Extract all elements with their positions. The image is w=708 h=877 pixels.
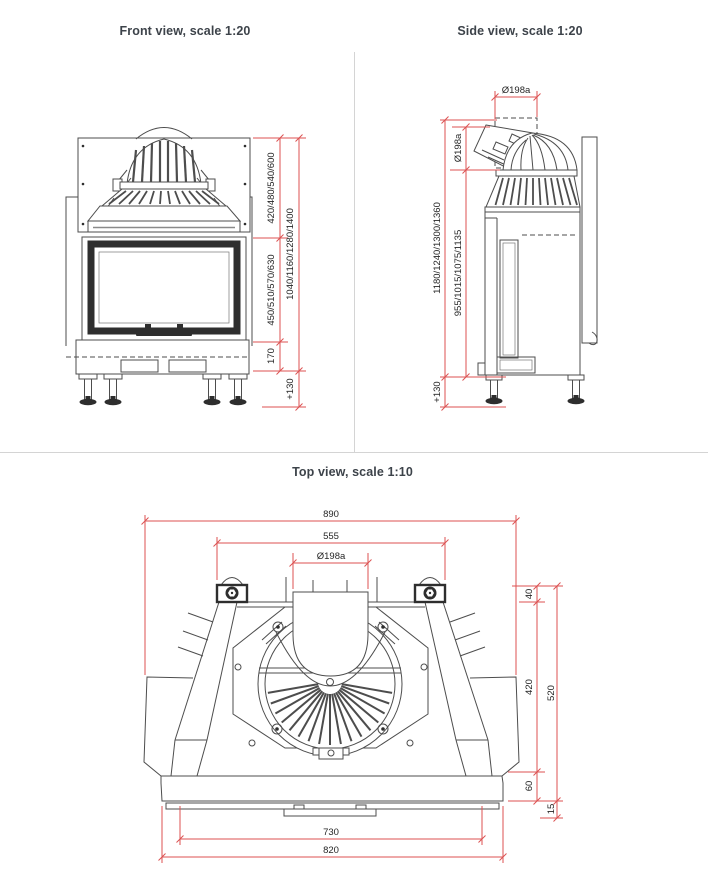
top-front-depth-dimension: 40 xyxy=(524,588,535,600)
front-overall-height-dimension: 1040/1160/1280/1400 xyxy=(285,208,296,300)
top-base-inner-width-dimension: 730 xyxy=(323,827,339,838)
front-view-drawing xyxy=(55,85,315,420)
top-body-depth-dimension: 420 xyxy=(524,679,535,695)
front-leg-adjust-dimension: +130 xyxy=(285,378,296,400)
top-base-lip-dimension: 15 xyxy=(546,803,557,815)
top-base-depth-dimension: 60 xyxy=(524,780,535,792)
front-dimension-annotations xyxy=(253,135,306,411)
side-adjustable-legs xyxy=(486,375,585,404)
top-heat-exchanger xyxy=(233,592,428,759)
side-body xyxy=(478,207,580,375)
top-view-drawing xyxy=(130,495,575,877)
top-base-bar xyxy=(161,776,503,816)
front-adjustable-legs xyxy=(79,374,247,405)
side-flue-diameter-rear-dimension: Ø198a xyxy=(453,133,464,163)
top-overall-width-dimension: 890 xyxy=(323,509,339,520)
front-upper-height-dimension: 420/480/540/600 xyxy=(266,152,277,224)
side-view-drawing xyxy=(425,80,612,420)
top-base-width-dimension: 820 xyxy=(323,845,339,856)
side-view-title: Side view, scale 1:20 xyxy=(457,24,583,38)
side-leg-adjust-dimension: +130 xyxy=(432,381,443,403)
front-base-plinth xyxy=(66,340,249,374)
side-overall-height-dimension: 1180/1240/1300/1360 xyxy=(432,202,443,294)
top-flue-diameter-dimension: Ø198a xyxy=(316,551,346,562)
vertical-divider xyxy=(354,52,355,452)
side-flue-diameter-top-dimension: Ø198a xyxy=(501,85,531,96)
front-view-title: Front view, scale 1:20 xyxy=(119,24,251,38)
top-view-title: Top view, scale 1:10 xyxy=(292,465,413,479)
horizontal-divider xyxy=(0,452,708,453)
top-overall-depth-dimension: 520 xyxy=(546,685,557,701)
front-door-height-dimension: 450/510/570/630 xyxy=(266,254,277,326)
side-rear-panel xyxy=(582,137,597,345)
top-mount-width-dimension: 555 xyxy=(323,531,339,542)
front-canopy xyxy=(88,206,240,232)
side-flue-axis-height-dimension: 955/1015/1075/1135 xyxy=(453,229,464,317)
front-base-height-dimension: 170 xyxy=(266,348,277,364)
front-glass-door xyxy=(82,237,246,340)
